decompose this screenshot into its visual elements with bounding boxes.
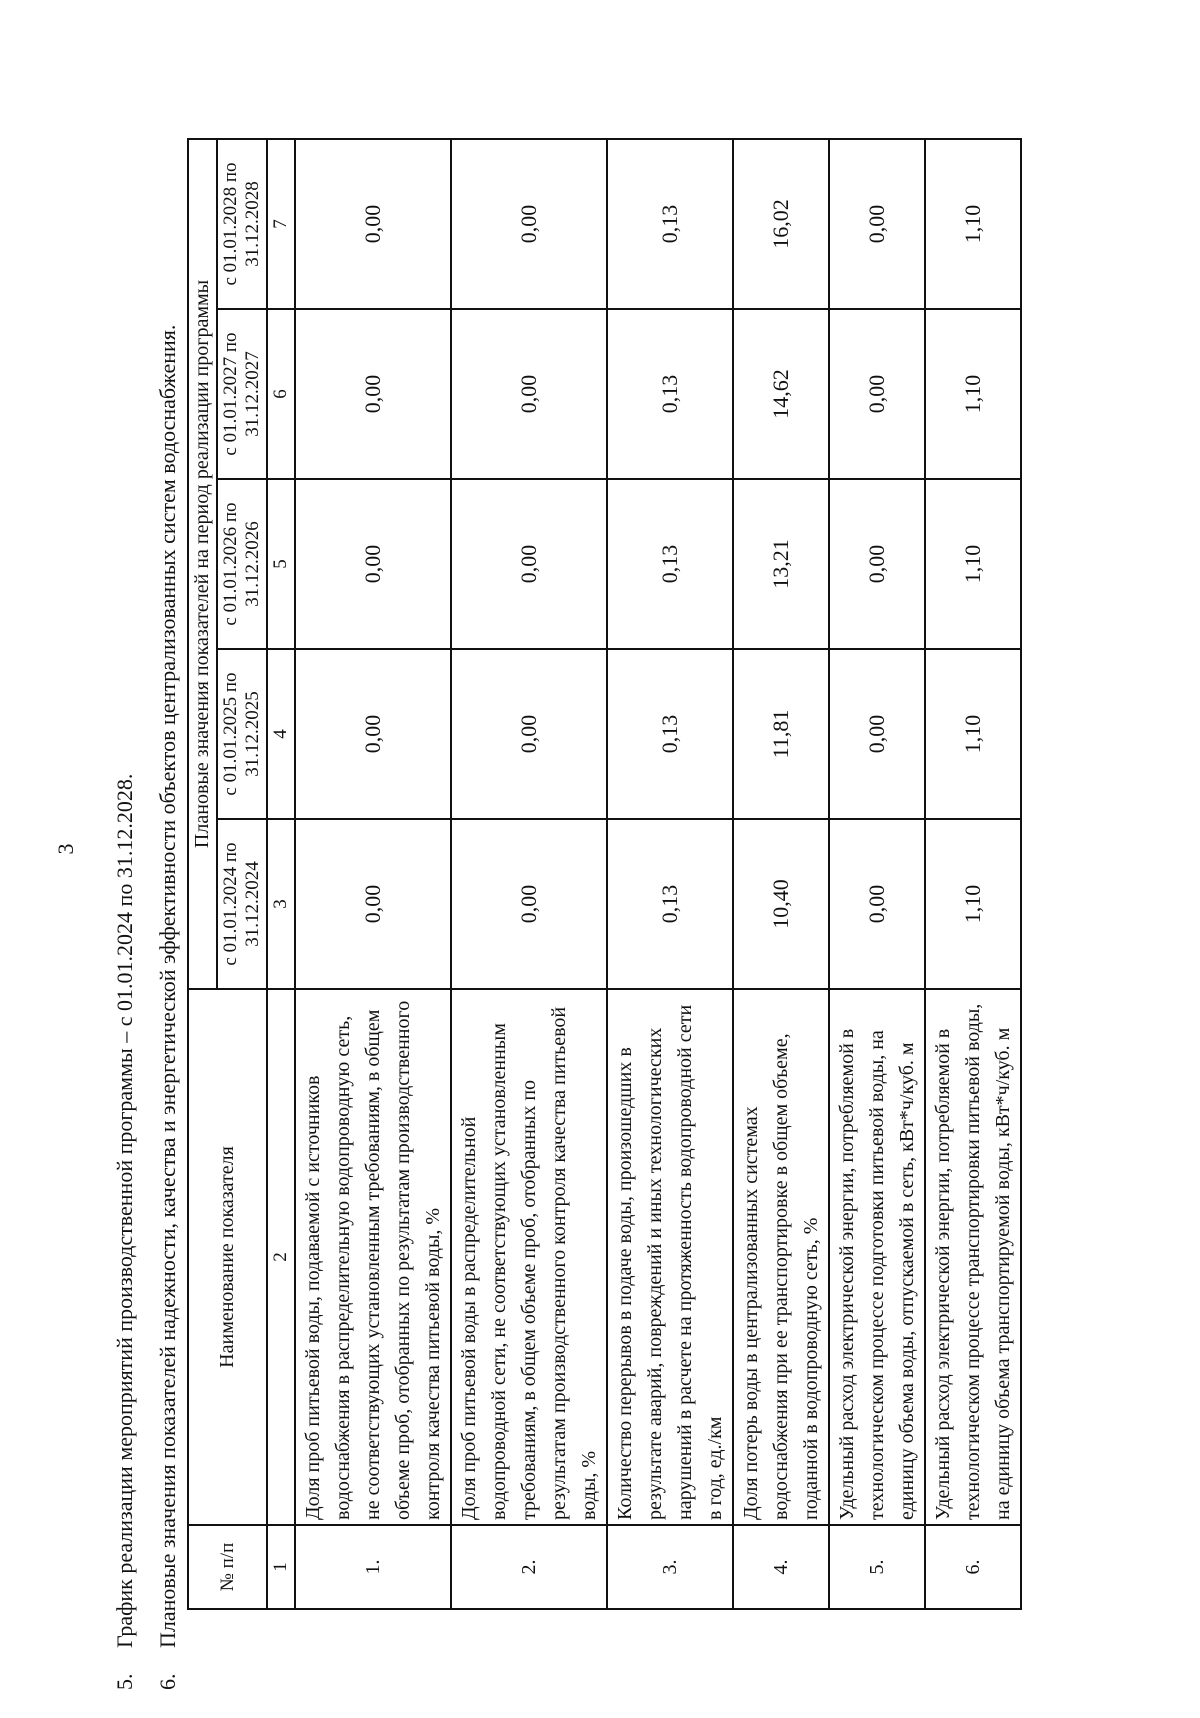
- header-num: № п/п: [188, 1525, 267, 1609]
- indicator-name: Доля проб питьевой воды в распределительной водопроводной сети, не соответствующих установленным требованиям, в общем объеме проб, отобранных по результатам производственного контроля качества питьевой воды, %: [451, 989, 607, 1525]
- value-cell: 0,00: [829, 649, 925, 819]
- indicator-name: Удельный расход электрической энергии, потребляемой в технологическом процессе подготовки питьевой воды, на единицу объема воды, отпускаемой в сеть, кВт*ч/куб. м: [829, 989, 925, 1525]
- rotated-page-content: [110, 130, 1110, 1690]
- column-index: 2: [267, 989, 295, 1525]
- value-cell: 0,00: [451, 479, 607, 649]
- value-cell: 16,02: [733, 139, 829, 309]
- value-cell: 0,00: [295, 139, 451, 309]
- value-cell: 0,13: [607, 649, 733, 819]
- value-cell: 13,21: [733, 479, 829, 649]
- value-cell: 10,40: [733, 819, 829, 989]
- column-index: 1: [267, 1525, 295, 1609]
- table-row: [733, 139, 829, 1609]
- header-period-2028: с 01.01.2028 по 31.12.2028: [217, 139, 267, 309]
- value-cell: 0,00: [451, 309, 607, 479]
- section-6: [153, 130, 183, 1690]
- value-cell: 0,00: [451, 649, 607, 819]
- value-cell: 1,10: [925, 479, 1021, 649]
- row-number: 2.: [451, 1525, 607, 1609]
- value-cell: 0,00: [829, 139, 925, 309]
- row-number: 4.: [733, 1525, 829, 1609]
- table-row: [925, 139, 1021, 1609]
- section-6-number: 6.: [155, 1673, 180, 1690]
- section-5: [110, 130, 140, 1690]
- page-number: 3: [53, 843, 78, 855]
- column-index-row: [267, 139, 295, 1609]
- table-row: [829, 139, 925, 1609]
- value-cell: 1,10: [925, 309, 1021, 479]
- value-cell: 0,00: [295, 649, 451, 819]
- row-number: 3.: [607, 1525, 733, 1609]
- value-cell: 0,00: [451, 139, 607, 309]
- value-cell: 0,00: [829, 309, 925, 479]
- header-name: Наименование показателя: [188, 989, 267, 1525]
- header-period-2025: с 01.01.2025 по 31.12.2025: [217, 649, 267, 819]
- section-5-text: График реализации мероприятий производственной программы – с 01.01.2024 по 31.12.2028.: [112, 773, 137, 1648]
- row-number: 1.: [295, 1525, 451, 1609]
- column-index: 5: [267, 479, 295, 649]
- table-row: [607, 139, 733, 1609]
- indicator-name: Доля проб питьевой воды, подаваемой с источников водоснабжения в распределительную водопроводную сеть, не соответствующих установленным требованиям, в общем объеме проб, отобранных по результатам производственного контроля качества питьевой воды, %: [295, 989, 451, 1525]
- value-cell: 0,13: [607, 139, 733, 309]
- value-cell: 1,10: [925, 819, 1021, 989]
- indicator-name: Удельный расход электрической энергии, потребляемой в технологическом процессе транспортировки питьевой воды, на единицу объема транспортируемой воды, кВт*ч/куб. м: [925, 989, 1021, 1525]
- column-index: 7: [267, 139, 295, 309]
- value-cell: 0,00: [295, 819, 451, 989]
- value-cell: 1,10: [925, 139, 1021, 309]
- value-cell: 0,00: [829, 819, 925, 989]
- header-period-group: Плановые значения показателей на период реализации программы: [188, 139, 217, 989]
- column-index: 4: [267, 649, 295, 819]
- value-cell: 0,00: [451, 819, 607, 989]
- section-5-number: 5.: [112, 1673, 137, 1690]
- indicator-name: Количество перерывов в подаче воды, произошедших в результате аварий, повреждений и иных технологических нарушений в расчете на протяженность водопроводной сети в год, ед./км: [607, 989, 733, 1525]
- header-period-2026: с 01.01.2026 по 31.12.2026: [217, 479, 267, 649]
- value-cell: 0,00: [295, 479, 451, 649]
- value-cell: 0,13: [607, 309, 733, 479]
- row-number: 6.: [925, 1525, 1021, 1609]
- value-cell: 14,62: [733, 309, 829, 479]
- table-row: [451, 139, 607, 1609]
- column-index: 3: [267, 819, 295, 989]
- value-cell: 0,00: [829, 479, 925, 649]
- header-period-2027: с 01.01.2027 по 31.12.2027: [217, 309, 267, 479]
- value-cell: 1,10: [925, 649, 1021, 819]
- section-6-text: Плановые значения показателей надежности, качества и энергетической эффективности объектов централизованных систем водоснабжения.: [155, 324, 180, 1648]
- row-number: 5.: [829, 1525, 925, 1609]
- value-cell: 0,13: [607, 819, 733, 989]
- indicators-table: [187, 138, 1022, 1610]
- indicator-name: Доля потерь воды в централизованных системах водоснабжения при ее транспортировке в общем объеме, поданной в водопроводную сеть, %: [733, 989, 829, 1525]
- table-row: [295, 139, 451, 1609]
- value-cell: 0,00: [295, 309, 451, 479]
- value-cell: 11,81: [733, 649, 829, 819]
- value-cell: 0,13: [607, 479, 733, 649]
- column-index: 6: [267, 309, 295, 479]
- header-period-2024: с 01.01.2024 по 31.12.2024: [217, 819, 267, 989]
